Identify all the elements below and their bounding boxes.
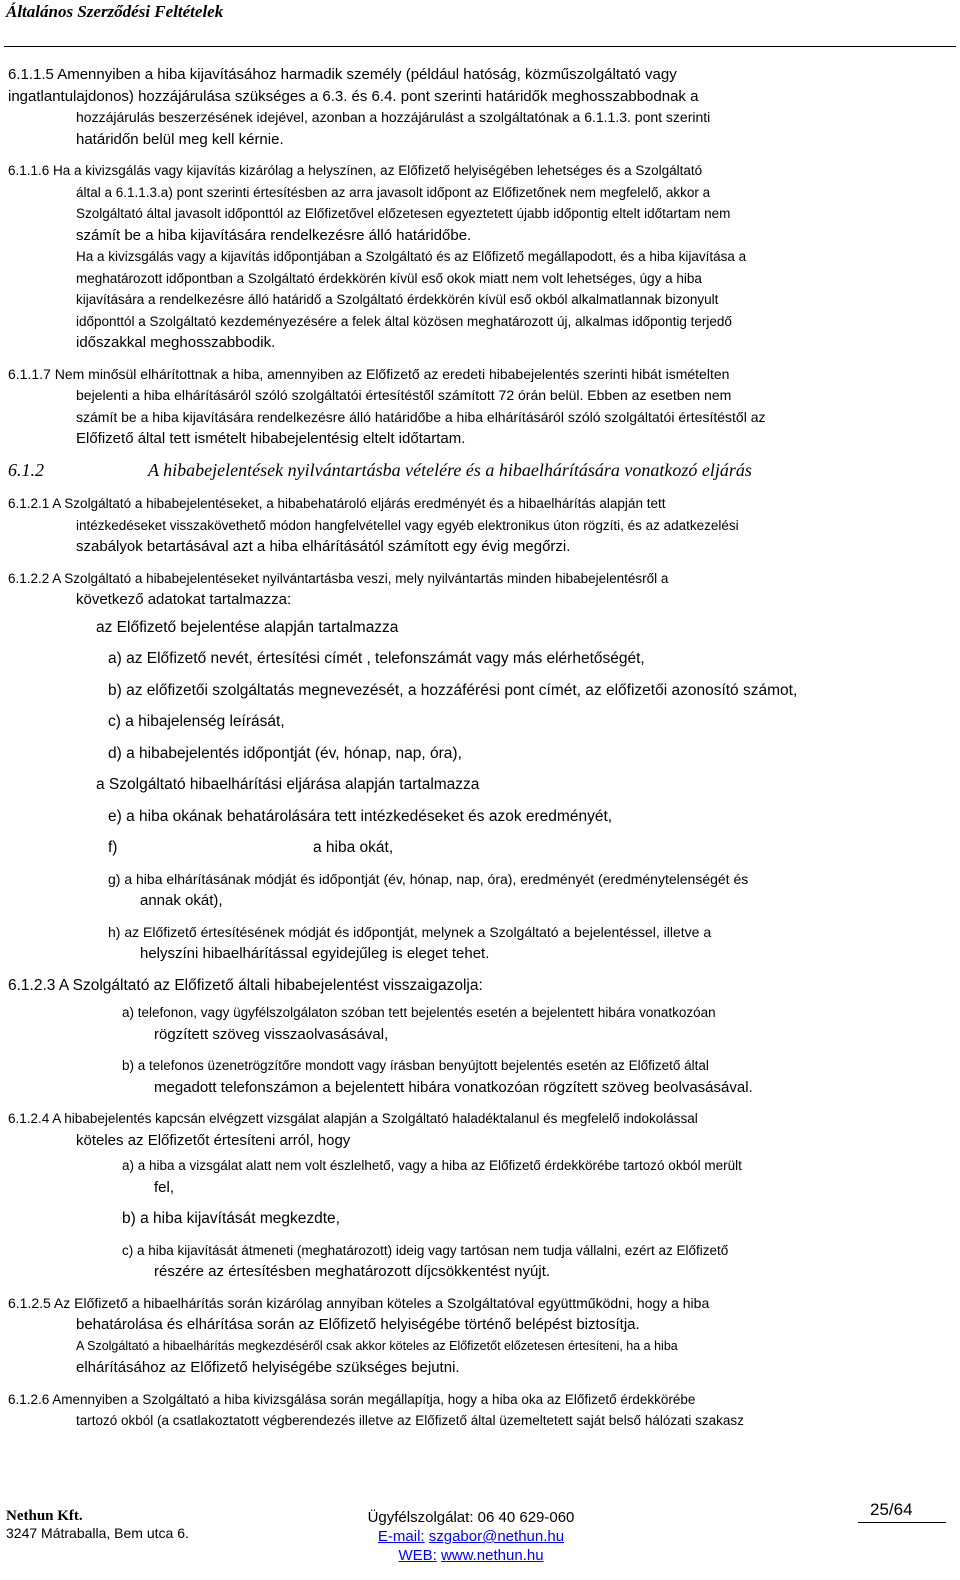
list-item-a — [8, 1002, 952, 1045]
paragraph-6-1-1-7 — [8, 364, 952, 450]
footer-company-block — [6, 1508, 189, 1541]
text-line: 6.1.2.1 A Szolgáltató a hibabejelentéseket, a hibabehatároló eljárás eredményét és a hibaelhárítás alapján tett — [8, 496, 666, 511]
text-line: g) a hiba elhárításának módját és időpontját (év, hónap, nap, óra), eredményét (eredménytelenségét és — [108, 870, 749, 887]
text-line: meghatározott időpontban a Szolgáltató érdekkörén kívül eső okok miatt nem volt lehetséges, úgy a hiba — [76, 270, 702, 286]
text-line: időponttól a Szolgáltató kezdeményezésére a felek által közösen meghatározott új, alkalmas időpontig terjedő — [76, 313, 732, 329]
paragraph-6-1-2-2 — [8, 568, 952, 611]
text-line: c) a hiba kijavítását átmeneti (meghatározott) ideig vagy tartósan nem tudja vállalni, ezért az Előfizető — [122, 1242, 729, 1258]
list-item-a — [8, 1155, 952, 1198]
paragraph-6-1-2-5 — [8, 1293, 952, 1379]
text-line: intézkedéseket visszakövethető módon hangfelvétellel vagy egyéb elektronikus úton rögzíti, és az adatkezelési — [76, 517, 739, 533]
list-item-c — [8, 1240, 952, 1283]
list-item-f — [8, 837, 952, 859]
text-line: behatárolása és elhárítása során az Előfizető helyiségébe történő belépést biztosítja. — [76, 1316, 640, 1333]
section-title: A hibabejelentések nyilvántartásba vételére és a hibaelhárítására vonatkozó eljárás — [148, 459, 752, 480]
section-number: 6.1.2 — [8, 459, 44, 480]
text-line: Szolgáltató által javasolt időponttól az Előfizetővel előzetesen egyeztetett újabb időpontig eltelt időtartam nem — [76, 206, 731, 221]
text-line: ingatlantulajdonos) hozzájárulása szükséges a 6.3. és 6.4. pont szerinti határidők meghosszabbodnak a — [8, 87, 699, 105]
text-line: időszakkal meghosszabbodik. — [76, 334, 276, 351]
web-link[interactable]: www.nethun.hu — [440, 1547, 544, 1564]
paragraph-6-1-1-6 — [8, 160, 952, 354]
paragraph-6-1-2-6 — [8, 1389, 952, 1432]
paragraph-6-1-1-5 — [8, 64, 952, 150]
list-item-h — [8, 922, 952, 965]
company-name: Nethun Kft. — [6, 1508, 83, 1524]
list-item-b: b) a hiba kijavítását megkezdte, — [122, 1210, 340, 1227]
text-line: bejelenti a hiba elhárításáról szóló szolgáltatói értesítéstől számított 72 órán belül. Ebben az esetben nem — [76, 387, 732, 403]
text-line: által a 6.1.1.3.a) pont szerinti értesítésben az arra javasolt időpont az Előfizetőnek nem megfelelő, akkor a — [76, 184, 711, 200]
text-line: számít be a hiba kijavítására rendelkezésre álló határidőbe. — [76, 226, 472, 244]
text-line: annak okát), — [140, 892, 223, 909]
list-item-text: a hiba okát, — [313, 839, 394, 856]
text-line: 6.1.1.5 Amennyiben a hiba kijavításához harmadik személy (például hatóság, közműszolgáltató vagy — [8, 66, 677, 83]
company-address: 3247 Mátraballa, Bem utca 6. — [6, 1525, 189, 1541]
customer-service-phone: Ügyfélszolgálat: 06 40 629-060 — [367, 1509, 575, 1526]
list-item-d: d) a hibabejelentés időpontját (év, hónap, nap, óra), — [108, 744, 462, 762]
text-line: 6.1.1.7 Nem minősül elhárítottnak a hiba, amennyiben az Előfizető az eredeti hibabejelentés szerinti hibát ismételten — [8, 365, 730, 382]
text-line: 6.1.2.5 Az Előfizető a hibaelhárítás során kizárólag annyiban köteles a Szolgáltatóval együttműködni, hogy a hiba — [8, 1294, 710, 1311]
email-label-link[interactable]: E-mail: — [377, 1528, 425, 1545]
list-item-c: c) a hibajelenség leírását, — [108, 713, 285, 730]
list-item-e: e) a hiba okának behatárolására tett intézkedéseket és azok eredményét, — [108, 807, 613, 825]
footer-contact-block — [356, 1508, 586, 1565]
list-item-a: a) az Előfizető nevét, értesítési címét , telefonszámát vagy más elérhetőségét, — [108, 650, 645, 667]
text-line: határidőn belül meg kell kérnie. — [76, 130, 284, 148]
paragraph-6-1-2-4 — [8, 1108, 952, 1151]
text-line: b) a telefonos üzenetrögzítőre mondott vagy írásban benyújtott bejelentés esetén az Előfizető által — [122, 1058, 709, 1073]
text-line: helyszíni hibaelhárítással egyidejűleg is eleget tehet. — [140, 945, 490, 962]
page-number: 25/64 — [870, 1500, 913, 1519]
text-line: rögzített szöveg visszaolvasásával, — [154, 1025, 389, 1043]
section-heading-6-1-2 — [8, 460, 952, 482]
list-item-label: f) — [108, 839, 118, 856]
list-item-b — [8, 1055, 952, 1098]
list-group-subscriber: az Előfizető bejelentése alapján tartalmazza — [96, 618, 399, 636]
text-line: megadott telefonszámon a bejelentett hibára vonatkozóan rögzített szöveg beolvasásával. — [154, 1078, 753, 1096]
text-line: A Szolgáltató a hibaelhárítás megkezdéséről csak akkor köteles az Előfizetőt előzetesen értesíteni, ha a hiba — [76, 1338, 678, 1353]
text-line: a) a hiba a vizsgálat alatt nem volt észlelhető, vagy a hiba az Előfizető érdekkörébe tartozó okból merült — [122, 1158, 742, 1173]
text-line: számít be a hiba kijavítására rendelkezésre álló határidőbe a hiba elhárításáról szóló szolgáltatói értesítéstől az — [76, 408, 766, 425]
text-line: fel, — [154, 1178, 175, 1196]
paragraph-6-1-2-3: 6.1.2.3 A Szolgáltató az Előfizető általi hibabejelentést visszaigazolja: — [8, 976, 483, 994]
text-line: h) az Előfizető értesítésének módját és időpontját, melynek a Szolgáltató a bejelentéssel, illetve a — [108, 923, 712, 940]
email-link[interactable]: szgabor@nethun.hu — [428, 1528, 565, 1545]
web-line — [356, 1546, 586, 1565]
text-line: következő adatokat tartalmazza: — [76, 591, 292, 608]
text-line: köteles az Előfizetőt értesíteni arról, hogy — [76, 1131, 351, 1149]
text-line: Ha a kivizsgálás vagy a kijavítás időpontjában a Szolgáltató és az Előfizető megállapodott, és a hiba kijavítása a — [76, 249, 747, 264]
list-item-g — [8, 869, 952, 912]
text-line: elhárításához az Előfizető helyiségébe szükséges bejutni. — [76, 1359, 460, 1376]
list-item-b: b) az előfizetői szolgáltatás megnevezését, a hozzáférési pont címét, az előfizetői azonosító számot, — [108, 681, 798, 699]
text-line: hozzájárulás beszerzésének idejével, azonban a hozzájárulást a szolgáltatónak a 6.1.1.3. pont szerinti — [76, 109, 711, 125]
document-header-title: Általános Szerződési Feltételek — [6, 2, 224, 21]
text-line: Előfizető által tett ismételt hibabejelentésig eltelt időtartam. — [76, 430, 466, 447]
list-group-provider: a Szolgáltató hibaelhárítási eljárása alapján tartalmazza — [96, 776, 480, 793]
text-line: 6.1.1.6 Ha a kivizsgálás vagy kijavítás kizárólag a helyszínen, az Előfizető helyiségében lehetséges és a Szolgáltató — [8, 163, 703, 178]
text-line: kijavítására a rendelkezésre álló határidő a Szolgáltató érdekkörén kívül eső okból alkalmatlannak bizonyult — [76, 292, 719, 307]
text-line: 6.1.2.6 Amennyiben a Szolgáltató a hiba kivizsgálása során megállapítja, hogy a hiba oka az Előfizető érdekkörébe — [8, 1391, 696, 1407]
document-body — [8, 64, 952, 1442]
text-line: 6.1.2.4 A hibabejelentés kapcsán elvégzett vizsgálat alapján a Szolgáltató haladéktalanul és megfelelő indokolással — [8, 1111, 698, 1126]
text-line: 6.1.2.2 A Szolgáltató a hibabejelentéseket nyilvántartásba veszi, mely nyilvántartás minden hibabejelentésről a — [8, 570, 669, 586]
page-number-divider — [858, 1522, 946, 1523]
paragraph-6-1-2-1 — [8, 493, 952, 558]
header-divider — [4, 46, 956, 47]
text-line: tartozó okból (a csatlakoztatott végberendezés illetve az Előfizető által üzemeltetett saját belső hálózati szakasz — [76, 1413, 744, 1428]
text-line: a) telefonon, vagy ügyfélszolgálaton szóban tett bejelentés esetén a bejelentett hibára vonatkozóan — [122, 1005, 716, 1020]
web-label-link[interactable]: WEB: — [398, 1547, 437, 1564]
text-line: részére az értesítésben meghatározott díjcsökkentést nyújt. — [154, 1263, 551, 1280]
email-line — [356, 1527, 586, 1546]
text-line: szabályok betartásával azt a hiba elhárításától számított egy évig megőrzi. — [76, 538, 571, 555]
